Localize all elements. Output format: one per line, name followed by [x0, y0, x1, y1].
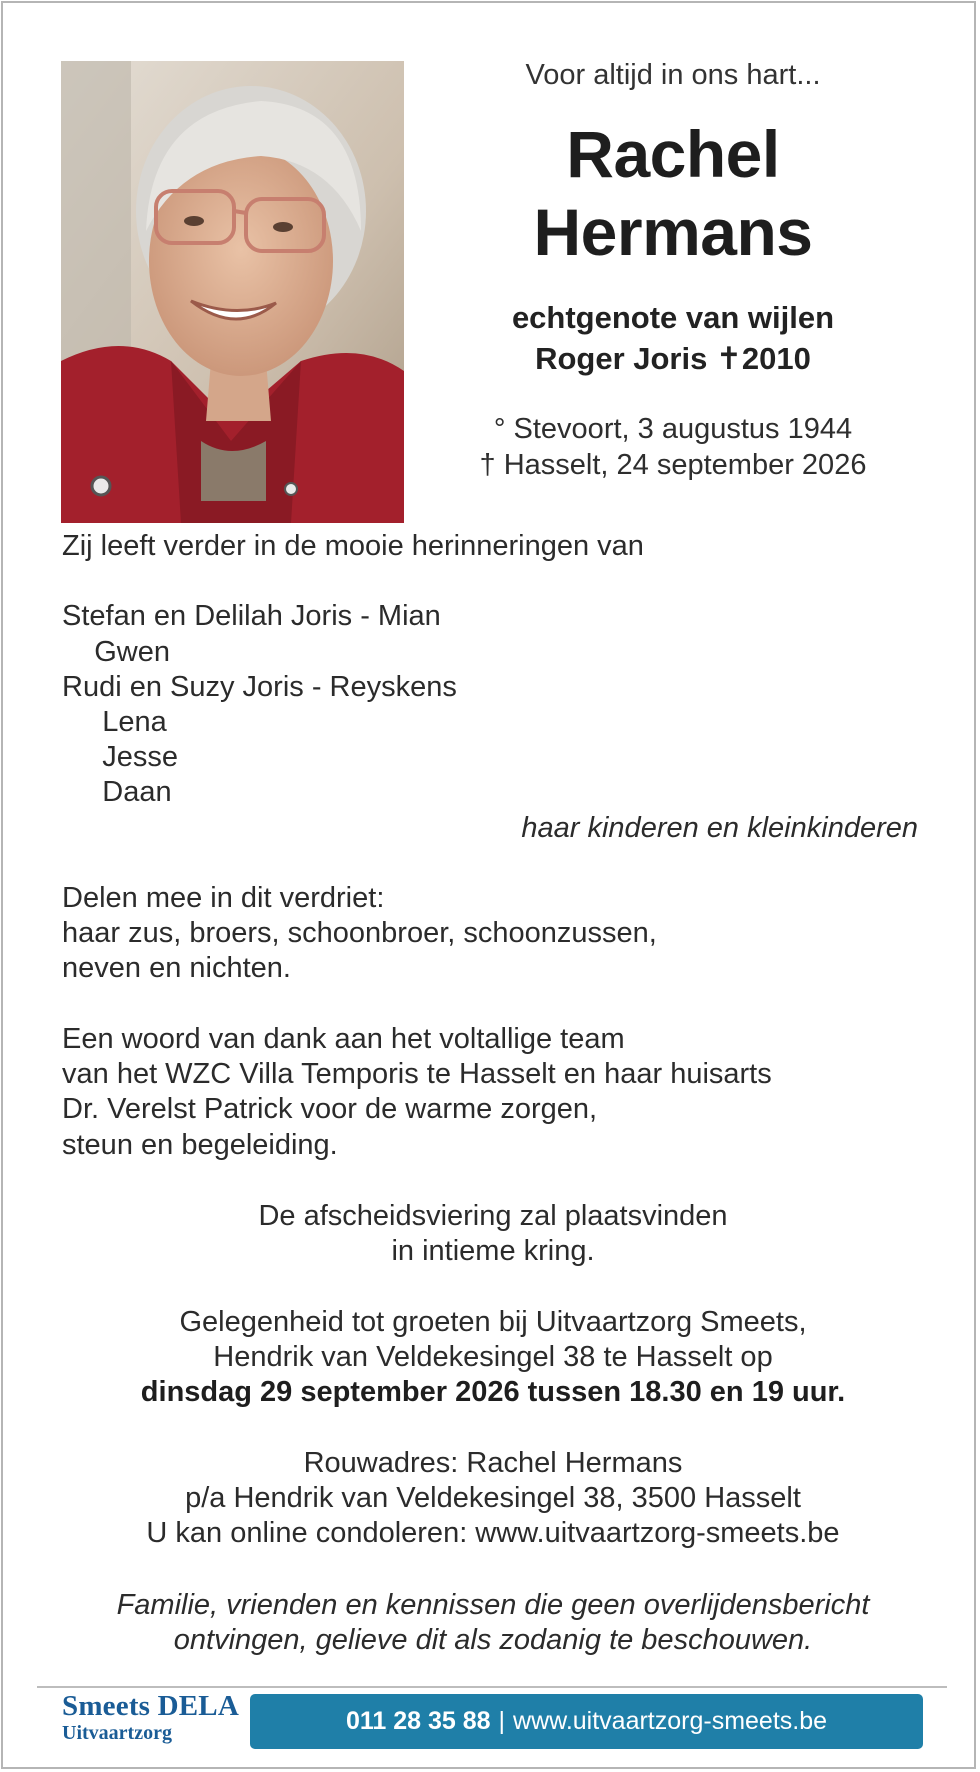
notice-section: [53, 1588, 933, 1658]
spacer: [62, 564, 942, 599]
visitation-section: [53, 1305, 933, 1411]
family-line: Stefan en Delilah Joris - Mian: [62, 600, 441, 633]
obituary-card: [1, 1, 976, 1769]
footer-divider: [37, 1686, 947, 1688]
thanks-line: van het WZC Villa Temporis te Hasselt en haar huisarts: [62, 1058, 772, 1091]
thanks-line: Een woord van dank aan het voltallige team: [62, 1023, 625, 1055]
portrait-illustration: [61, 61, 404, 523]
contact-separator: |: [498, 1707, 506, 1735]
family-line: Jesse: [62, 741, 179, 774]
spouse-line-1: echtgenote van wijlen: [511, 300, 835, 335]
spouse-line-2: Roger Joris ✝2010: [535, 341, 811, 376]
family-intro: Zij leeft verder in de mooie herinneringen van: [62, 530, 644, 562]
family-signature: haar kinderen en kleinkinderen: [521, 811, 918, 844]
last-name: Hermans: [533, 195, 813, 269]
first-name: Rachel: [566, 117, 780, 191]
life-dates: [443, 411, 903, 483]
ceremony-section: [53, 1199, 933, 1269]
family-line: Lena: [62, 706, 167, 738]
visitation-line-1: Gelegenheid tot groeten bij Uitvaartzorg Smeets,: [179, 1306, 807, 1338]
birth-date: ° Stevoort, 3 augustus 1944: [493, 413, 853, 445]
notice-line-1: Familie, vrienden en kennissen die geen overlijdensbericht: [116, 1589, 870, 1621]
motto: Voor altijd in ons hart...: [525, 59, 821, 91]
shared-line: neven en nichten.: [62, 952, 291, 985]
address-section: [53, 1446, 933, 1552]
logo-main-text: Smeets DELA: [62, 1690, 239, 1722]
header-block: [443, 53, 903, 483]
visitation-line-2: Hendrik van Veldekesingel 38 te Hasselt op: [213, 1341, 773, 1374]
funeral-home-logo: [62, 1691, 262, 1745]
deceased-name: [443, 115, 903, 271]
contact-bar: [250, 1694, 923, 1749]
spouse-info: [443, 297, 903, 379]
thanks-line: steun en begeleiding.: [62, 1128, 338, 1161]
thanks-line: Dr. Verelst Patrick voor de warme zorgen,: [62, 1093, 598, 1126]
website-link[interactable]: www.uitvaartzorg-smeets.be: [513, 1707, 828, 1735]
visitation-datetime: dinsdag 29 september 2026 tussen 18.30 en 19 uur.: [140, 1376, 846, 1409]
address-line-3: U kan online condoleren: www.uitvaartzorg-smeets.be: [146, 1517, 840, 1550]
ceremony-line: in intieme kring.: [391, 1235, 595, 1268]
address-line-1: Rouwadres: Rachel Hermans: [303, 1447, 683, 1479]
shared-grief-section: [62, 881, 942, 987]
death-date: † Hasselt, 24 september 2026: [479, 449, 867, 481]
family-section: [62, 529, 942, 846]
shared-line: haar zus, broers, schoonbroer, schoonzussen,: [62, 917, 657, 950]
ceremony-line: De afscheidsviering zal plaatsvinden: [258, 1200, 728, 1232]
family-line: Daan: [62, 776, 172, 809]
notice-line-2: ontvingen, gelieve dit als zodanig te beschouwen.: [173, 1624, 813, 1657]
portrait-photo: [61, 61, 404, 523]
phone-number[interactable]: 011 28 35 88: [345, 1707, 491, 1735]
logo-sub-text: Uitvaartzorg: [62, 1722, 172, 1744]
family-line: Gwen: [62, 635, 170, 668]
thanks-section: [62, 1022, 942, 1163]
shared-line: Delen mee in dit verdriet:: [62, 882, 385, 914]
address-line-2: p/a Hendrik van Veldekesingel 38, 3500 Hasselt: [185, 1482, 801, 1515]
family-line: Rudi en Suzy Joris - Reyskens: [62, 670, 457, 703]
